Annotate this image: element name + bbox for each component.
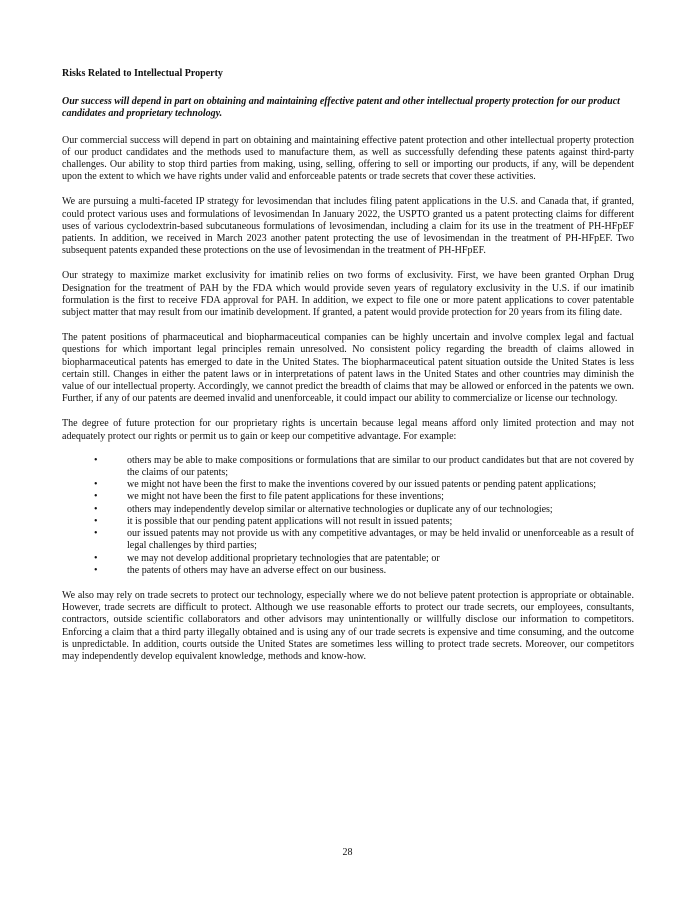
list-item-text: others may independently develop similar or alternative technologies or duplicate any of our technologies; — [127, 503, 553, 515]
bullet-marker: • — [94, 479, 98, 491]
bullet-marker: • — [94, 454, 98, 466]
list-item — [62, 553, 634, 565]
list-item — [62, 516, 634, 528]
risk-factor-heading: Our success will depend in part on obtaining and maintaining effective patent and other intellectual property protection for our product candidates and proprietary technology. — [62, 96, 620, 120]
bullet-marker: • — [94, 503, 98, 515]
paragraph-levosimendan-strategy: We are pursuing a multi-faceted IP strategy for levosimendan that includes filing patent applications in the U.S. and Canada that, if granted, could protect various uses and formulations of levosimendan In January 2022, the USPTO granted us a patent protecting claims for different uses of various cyclodextrin-based subcutaneous formulations of levosimendan, including a claim for its use in the treatment of PH-HFpEF patients. In addition, we received in March 2023 another patent protecting the use of levosimendan in the treatment of PH-HFpEF. Two subsequent patents expanded these protections on the use of levosimendan in the treatment of PH-HFpEF. — [62, 196, 634, 257]
list-item-text: our issued patents may not provide us with any competitive advantages, or may be held invalid or unenforceable as a result of legal challenges by third parties; — [127, 528, 634, 552]
list-item — [62, 565, 634, 577]
bullet-marker: • — [94, 564, 98, 576]
list-item-text: we might not have been the first to file patent applications for these inventions; — [127, 491, 444, 503]
paragraph-patent-positions: The patent positions of pharmaceutical and biopharmaceutical companies can be highly uncertain and involve complex legal and factual questions for which important legal principles remain unresolved. No consistent policy regarding the breadth of claims allowed in biopharmaceutical patents has emerged to date in the United States. The biopharmaceutical patent situation outside the United States is less certain still. Changes in either the patent laws or in interpretations of patent laws in the United States and other countries may diminish the value of our intellectual property. Accordingly, we cannot predict the breadth of claims that may be allowed or enforced in the patents we own. Further, if any of our patents are deemed invalid and unenforceable, it could impact our ability to commercialize or license our technology. — [62, 332, 634, 405]
list-item-text: it is possible that our pending patent applications will not result in issued patents; — [127, 515, 453, 527]
risk-bullet-list — [62, 455, 634, 577]
list-item — [62, 504, 634, 516]
section-heading: Risks Related to Intellectual Property — [62, 68, 223, 79]
list-item-text: we may not develop additional proprietary technologies that are patentable; or — [127, 552, 440, 564]
list-item — [62, 528, 634, 552]
bullet-marker: • — [94, 552, 98, 564]
paragraph-commercial-success: Our commercial success will depend in part on obtaining and maintaining effective patent protection and other intellectual property protection of our product candidates and the methods used to manufacture them, as well as successfully defending these patents against third-party challenges. Our ability to stop third parties from making, using, selling, offering to sell or importing our products, if any, will be dependent upon the extent to which we have rights under valid and enforceable patents or trade secrets that cover these activities. — [62, 134, 634, 183]
list-item — [62, 479, 634, 491]
bullet-marker: • — [94, 491, 98, 503]
list-item-text: others may be able to make compositions or formulations that are similar to our product candidates but that are not covered by the claims of our patents; — [127, 454, 634, 479]
page-number: 28 — [342, 847, 353, 858]
list-item — [62, 455, 634, 479]
list-item-text: the patents of others may have an adverse effect on our business. — [127, 564, 387, 576]
bullet-marker: • — [94, 515, 98, 527]
paragraph-trade-secrets: We also may rely on trade secrets to protect our technology, especially where we do not believe patent protection is appropriate or obtainable. However, trade secrets are difficult to protect. Although we use reasonable efforts to protect our trade secrets, our employees, consultants, contractors, outside scientific collaborators and other advisors may unintentionally or willfully disclose our information to competitors. Enforcing a claim that a third party illegally obtained and is using any of our trade secrets is expensive and time consuming, and the outcome is unpredictable. In addition, courts outside the United States are sometimes less willing to protect trade secrets. Moreover, our competitors may independently develop equivalent knowledge, methods and know-how. — [62, 589, 634, 662]
list-item — [62, 491, 634, 503]
paragraph-future-protection: The degree of future protection for our proprietary rights is uncertain because legal means afford only limited protection and may not adequately protect our rights or permit us to gain or keep our competitive advantage. For example: — [62, 418, 634, 442]
list-item-text: we might not have been the first to make the inventions covered by our issued patents or pending patent applications; — [127, 479, 597, 491]
bullet-marker: • — [94, 528, 98, 540]
paragraph-imatinib-strategy: Our strategy to maximize market exclusivity for imatinib relies on two forms of exclusivity. First, we have been granted Orphan Drug Designation for the treatment of PAH by the FDA which would provide seven years of regulatory exclusivity in the U.S. if our imatinib formulation is the first to receive FDA approval for PAH. In addition, we expect to file one or more patent applications to cover patentable subject matter that may result from our imatinib development. If granted, a patent would provide protection for 20 years from its filing date. — [62, 270, 634, 319]
